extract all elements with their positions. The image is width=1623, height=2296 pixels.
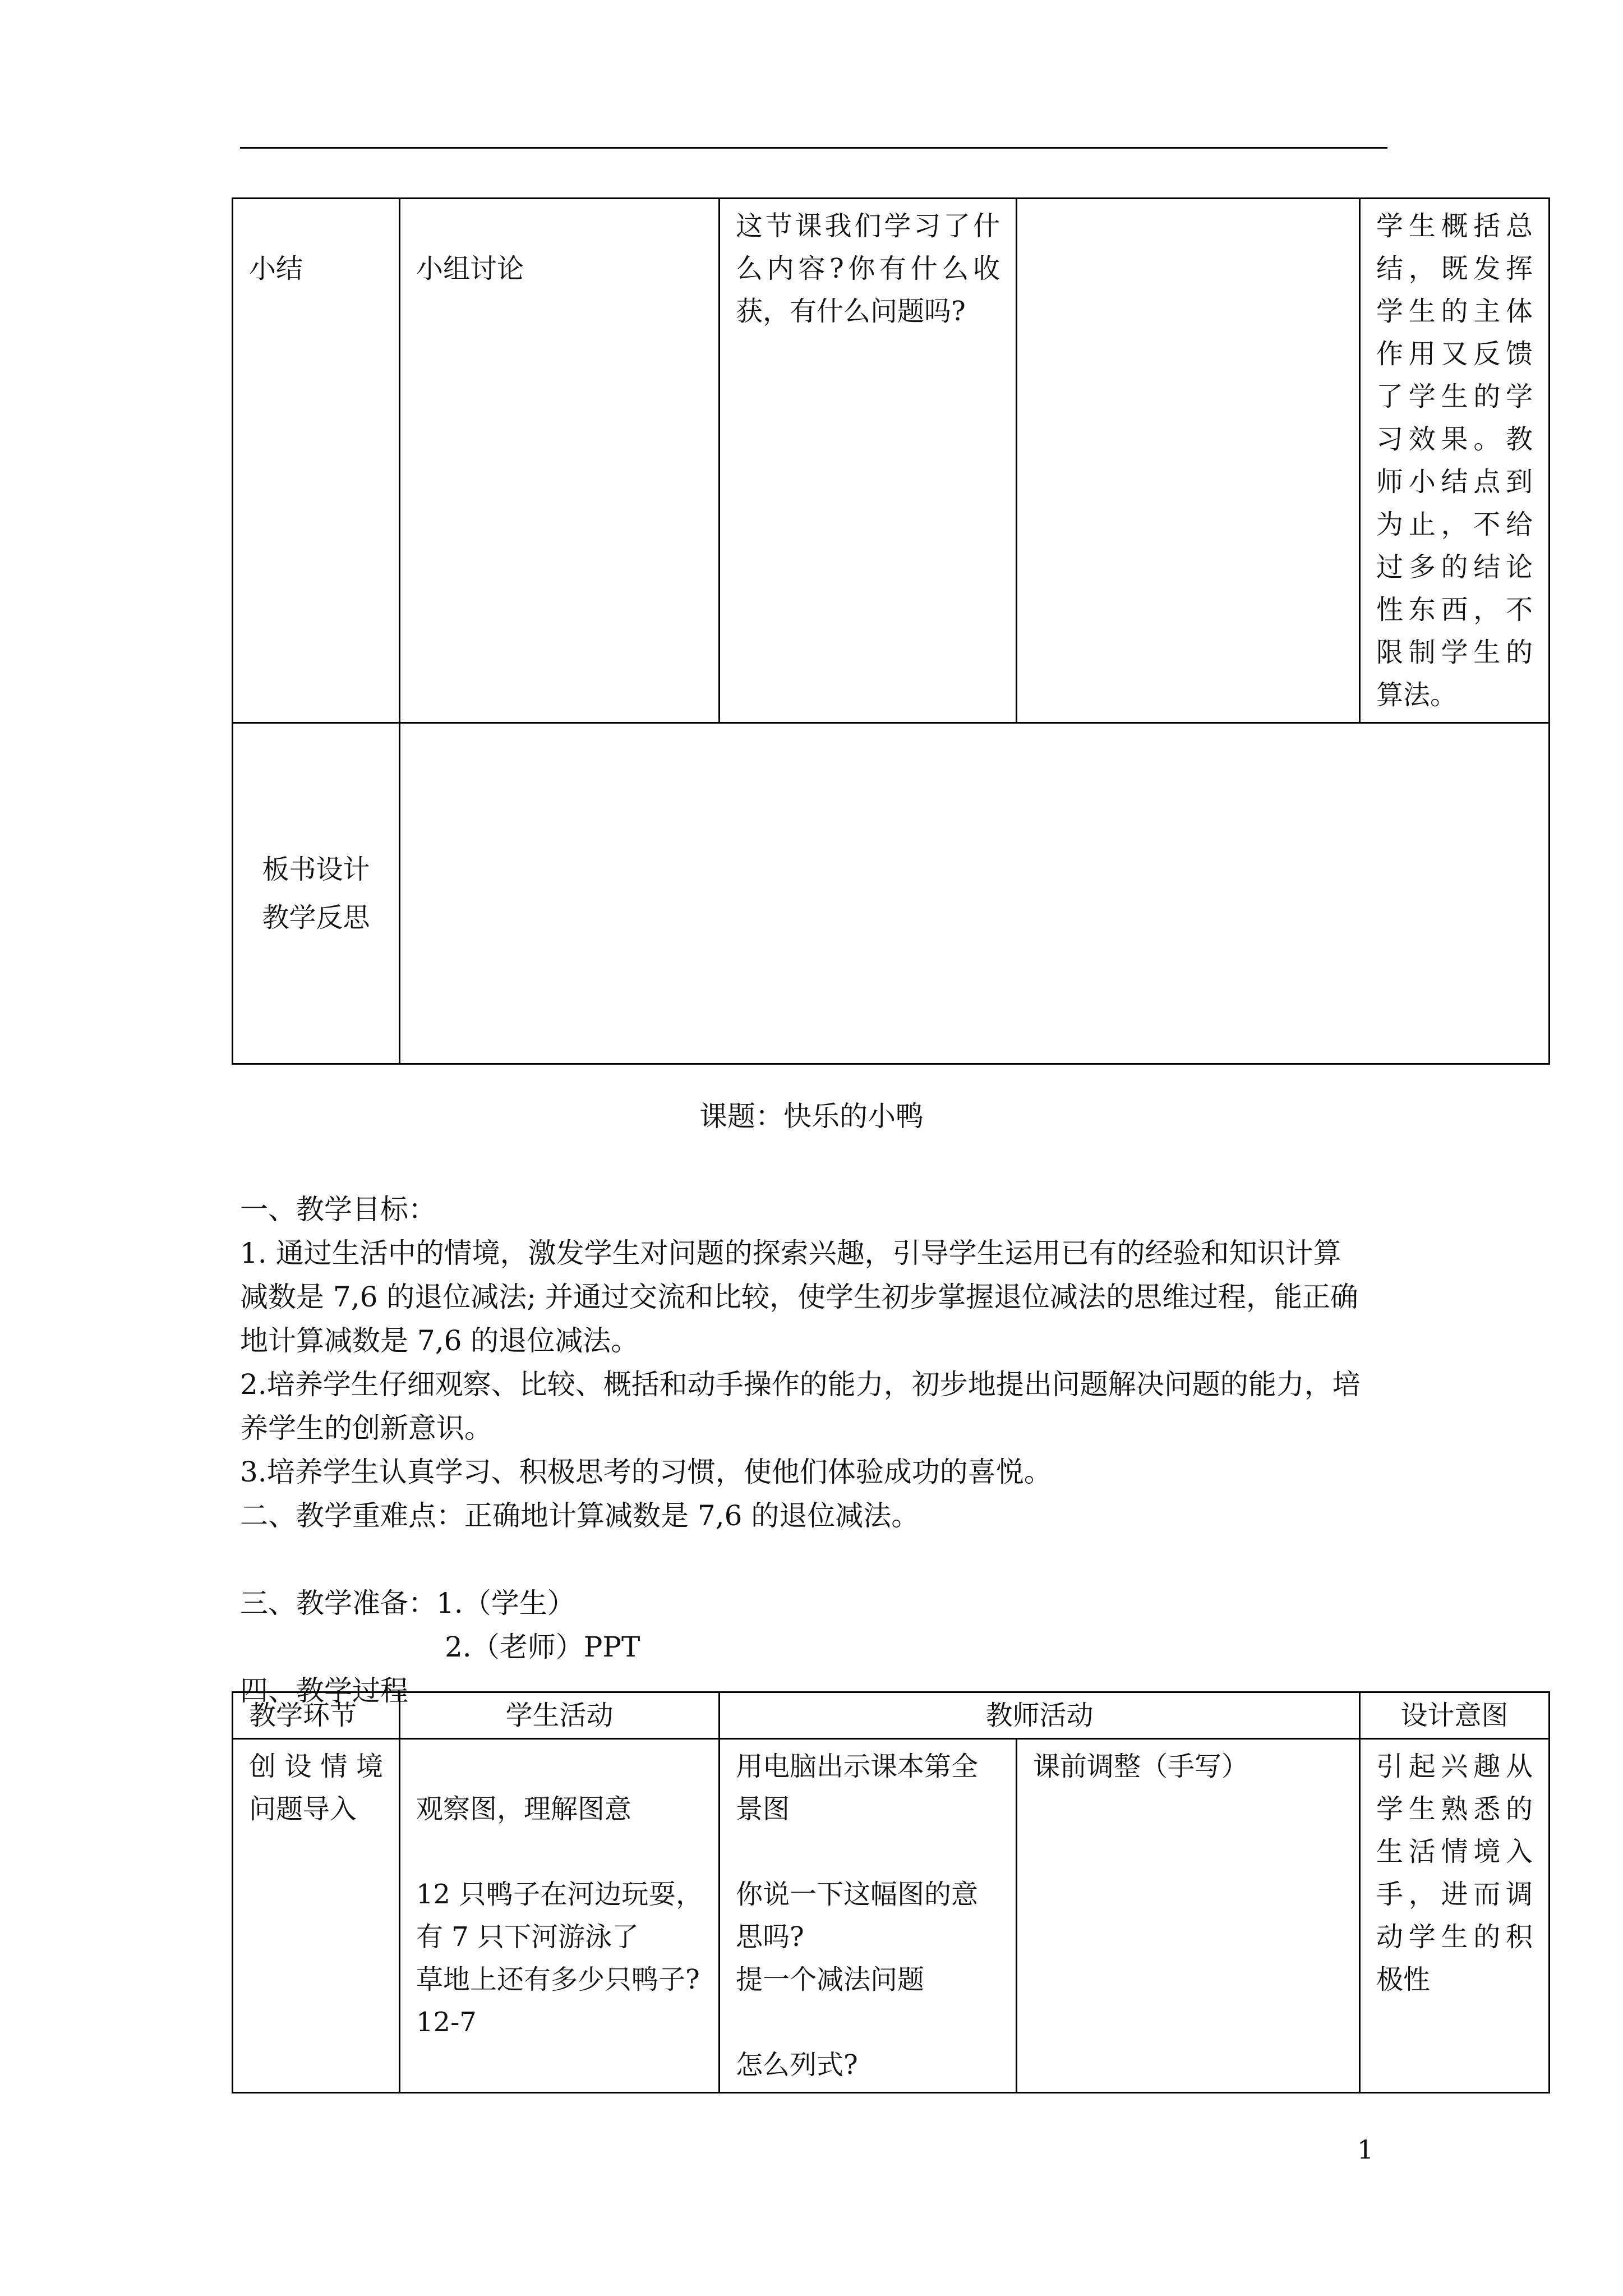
student-activity-ducks: 12 只鸭子在河边玩耍，有 7 只下河游泳了 [416, 1879, 703, 1953]
objective-2-line2: 养学生的创新意识。 [240, 1412, 492, 1444]
preparation-line1: 三、教学准备：1.（学生） [240, 1587, 575, 1619]
objective-2-line1: 2.培养学生仔细观察、比较、概括和动手操作的能力，初步地提出问题解决问题的能力，培 [240, 1368, 1361, 1401]
header-rule [240, 147, 1387, 149]
column-header-teacher: 教师活动 [720, 1692, 1360, 1739]
page-number: 1 [1357, 2134, 1374, 2165]
teacher-note-summary [1017, 199, 1360, 723]
objective-1-line2: 减数是 7,6 的退位减法; 并通过交流和比较，使学生初步掌握退位减法的思维过程，能正确 [240, 1281, 1359, 1313]
stage-summary: 小结 [233, 199, 400, 723]
table-row-board-design [233, 723, 1550, 1064]
table-header-row [233, 1692, 1550, 1739]
key-points: 二、教学重难点：正确地计算减数是 7,6 的退位减法。 [240, 1499, 920, 1532]
student-activity-observe: 观察图，理解图意 [416, 1793, 632, 1825]
teacher-activity-show-image: 用电脑出示课本第全景图 [736, 1751, 979, 1825]
design-intent-summary: 学生概括总结，既发挥学生的主体作用又反馈了学生的学习效果。教师小结点到为止，不给过多的结论性东西，不限制学生的算法。 [1360, 199, 1550, 723]
student-activity-summary: 小组讨论 [400, 199, 720, 723]
board-design-label-line2: 教学反思 [262, 901, 370, 933]
column-header-student: 学生活动 [400, 1692, 720, 1739]
column-header-intent: 设计意图 [1360, 1692, 1550, 1739]
column-header-stage: 教学环节 [233, 1692, 400, 1739]
table-row-summary [233, 199, 1550, 723]
preparation-line2: 2.（老师）PPT [445, 1631, 640, 1663]
student-activity-cell [400, 1739, 720, 2093]
design-intent-cell: 引起兴趣从学生熟悉的生活情境入手，进而调动学生的积极性 [1360, 1739, 1550, 2093]
teacher-activity-ask-problem: 提一个减法问题 [736, 1964, 925, 1995]
student-activity-expression: 12-7 [416, 2007, 477, 2038]
table-row [233, 1739, 1550, 2093]
teacher-question-summary: 这节课我们学习了什么内容?你有什么收获，有什么问题吗? [720, 199, 1017, 723]
objective-1-line3: 地计算减数是 7,6 的退位减法。 [240, 1324, 639, 1357]
teaching-process-table [232, 1691, 1550, 2093]
lesson-title: 课题：快乐的小鸭 [699, 1100, 924, 1133]
teacher-activity-expression: 怎么列式? [736, 2049, 858, 2081]
student-activity-question: 草地上还有多少只鸭子? [416, 1964, 700, 1995]
board-design-label [233, 723, 400, 1064]
process-heading: 四、教学过程 [240, 1674, 408, 1707]
stage-scenario-intro: 创设情境问题导入 [233, 1739, 400, 2093]
lesson-plan-table-continued [232, 197, 1550, 1065]
board-design-content [400, 723, 1550, 1064]
teacher-activity-describe: 你说一下这幅图的意思吗? [736, 1879, 979, 1953]
objective-1-line1: 1. 通过生活中的情境，激发学生对问题的探索兴趣，引导学生运用已有的经验和知识计算 [240, 1237, 1341, 1269]
teacher-activity-cell [720, 1739, 1017, 2093]
board-design-label-line1: 板书设计 [262, 853, 370, 885]
lesson-body [240, 1188, 1395, 1713]
objective-3: 3.培养学生认真学习、积极思考的习惯，使他们体验成功的喜悦。 [240, 1456, 1052, 1488]
teacher-note-cell: 课前调整（手写） [1017, 1739, 1360, 2093]
objectives-heading: 一、教学目标： [240, 1193, 436, 1226]
